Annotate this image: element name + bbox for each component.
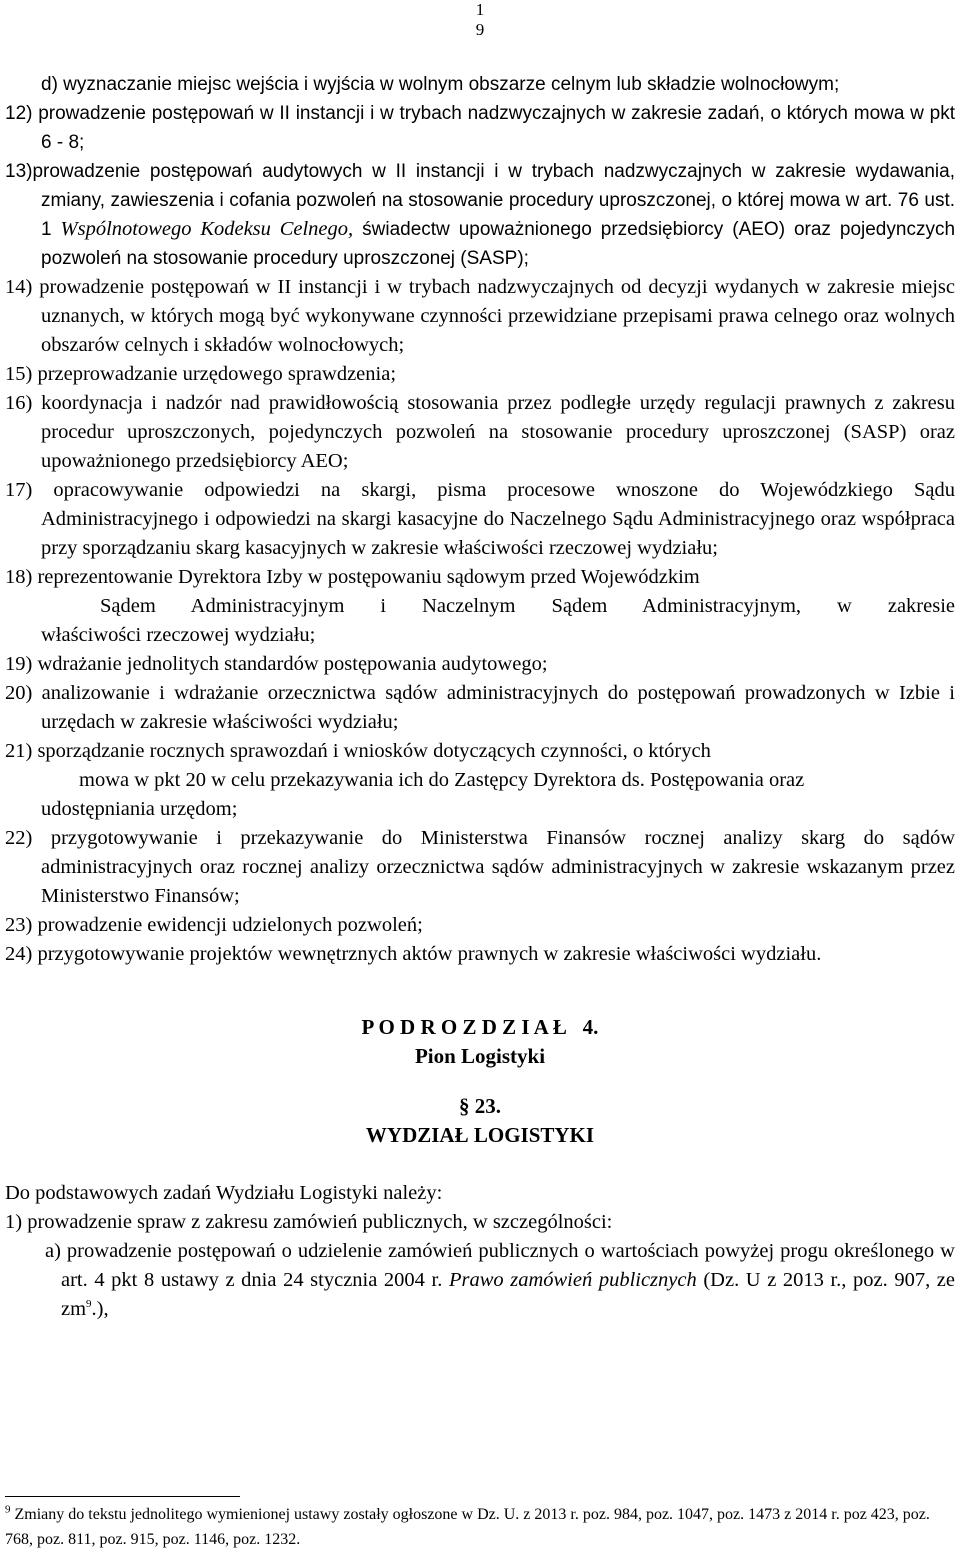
logistics-intro: Do podstawowych zadań Wydziału Logistyki należy:: [5, 1182, 443, 1204]
item-21-line-2: mowa w pkt 20 w celu przekazywania ich do Zastępcy Dyrektora ds. Postępowania oraz: [79, 769, 805, 791]
item-21-line-3: udostępniania urzędom;: [41, 798, 238, 820]
item-13-italic: Wspólnotowego Kodeksu Celnego,: [60, 218, 354, 240]
item-22: 22) przygotowywanie i przekazywanie do Ministerstwa Finansów rocznej analizy skarg do sądów administracyjnych oraz rocznej analizy orzecznictwa sądów administracyjnych w zakresie wskazanym przez Ministerstwo Finansów;: [5, 827, 955, 907]
item-21-line-1: 21) sporządzanie rocznych sprawozdań i wniosków dotyczących czynności, o których: [5, 740, 711, 762]
item-1a-italic: Prawo zamówień publicznych: [448, 1269, 697, 1291]
department-heading: WYDZIAŁ LOGISTYKI: [365, 1123, 595, 1147]
footnote-marker: 9: [5, 1503, 11, 1516]
page-number-digit-2: 9: [475, 20, 485, 39]
item-1a-end: .),: [91, 1298, 109, 1320]
footnote-reference[interactable]: 9: [86, 1298, 92, 1311]
item-18-line-2: Sądem Administracyjnym i Naczelnym Sądem Administracyjnym, w zakresie: [100, 595, 955, 617]
paragraph-number: § 23.: [459, 1094, 501, 1118]
item-1a-tail: (Dz. U z 2013 r., poz. 907, ze zm: [61, 1269, 956, 1320]
item-13-text-b: świadectw upoważnionego przedsiębiorcy (AEO) oraz pojedynczych pozwoleń na stosowanie procedury uproszczonej (SASP);: [41, 219, 956, 269]
page-number: [0, 0, 960, 40]
item-23: 23) prowadzenie ewidencji udzielonych pozwoleń;: [5, 914, 423, 936]
division-heading: Pion Logistyki: [414, 1044, 546, 1068]
item-16: 16) koordynacja i nadzór nad prawidłowością stosowania przez podległe urzędy regulacji prawnych z zakresu procedur uproszczonych, pojedynczych pozwoleń na stosowanie procedury uproszczonej (SASP) oraz upoważnionego przedsiębiorcy AEO;: [5, 392, 955, 472]
document-body: [5, 70, 955, 1324]
item-12: 12) prowadzenie postępowań w II instancji i w trybach nadzwyczajnych w zakresie zadań, o których mowa w pkt 6 - 8;: [5, 103, 955, 153]
footnote-text: Zmiany do tekstu jednolitego wymienionej ustawy zostały ogłoszone w Dz. U. z 2013 r. poz. 984, poz. 1047, poz. 1473 z 2014 r. poz 423, poz. 768, poz. 811, poz. 915, poz. 1146, poz. 1232.: [5, 1506, 930, 1548]
footnote-separator: [5, 1496, 240, 1497]
item-1a-text: a) prowadzenie postępowań o udzielenie zamówień publicznych o wartościach powyżej progu określonego w art. 4 pkt 8 ustawy z dnia 24 stycznia 2004 r.: [45, 1240, 955, 1291]
item-17: 17) opracowywanie odpowiedzi na skargi, pisma procesowe wnoszone do Wojewódzkiego Sądu Administracyjnego i odpowiedzi na skargi kasacyjne do Naczelnego Sądu Administracyjnego oraz współpraca przy sporządzaniu skarg kasacyjnych w zakresie właściwości rzeczowej wydziału;: [5, 479, 955, 559]
page-number-digit-1: 1: [475, 0, 485, 19]
item-18-line-1: 18) reprezentowanie Dyrektora Izby w postępowaniu sądowym przed Wojewódzkim: [5, 566, 700, 588]
item-18: [5, 563, 955, 650]
footnote: [5, 1502, 955, 1552]
item-d: d) wyznaczanie miejsc wejścia i wyjścia w wolnym obszarze celnym lub składzie wolnocłowym;: [41, 74, 840, 95]
item-20: 20) analizowanie i wdrażanie orzecznictwa sądów administracyjnych do postępowań prowadzonych w Izbie i urzędach w zakresie właściwości wydziału;: [5, 682, 955, 733]
logistics-item-1: 1) prowadzenie spraw z zakresu zamówień publicznych, w szczególności:: [5, 1211, 613, 1233]
item-15: 15) przeprowadzanie urzędowego sprawdzenia;: [5, 363, 397, 385]
logistics-item-1a: [5, 1237, 955, 1324]
item-13-text: 13)prowadzenie postępowań audytowych w II instancji i w trybach nadzwyczajnych w zakresie wydawania, zmiany, zawieszenia i cofania pozwoleń na stosowanie procedury uproszczonej, o której mowa w art. 76 ust. 1: [5, 161, 955, 240]
item-13: [5, 157, 955, 273]
item-14: 14) prowadzenie postępowań w II instancji i w trybach nadzwyczajnych od decyzji wydanych w zakresie miejsc uznanych, w których mogą być wykonywane czynności przewidziane przepisami prawa celnego oraz wolnych obszarów celnych i składów wolnocłowych;: [5, 276, 955, 356]
subchapter-heading: P O D R O Z D Z I A Ł 4.: [361, 1015, 599, 1039]
item-24: 24) przygotowywanie projektów wewnętrznych aktów prawnych w zakresie właściwości wydziału.: [5, 943, 822, 965]
item-19: 19) wdrażanie jednolitych standardów postępowania audytowego;: [5, 653, 548, 675]
item-18-line-3: właściwości rzeczowej wydziału;: [41, 624, 316, 646]
item-21: [5, 737, 955, 824]
